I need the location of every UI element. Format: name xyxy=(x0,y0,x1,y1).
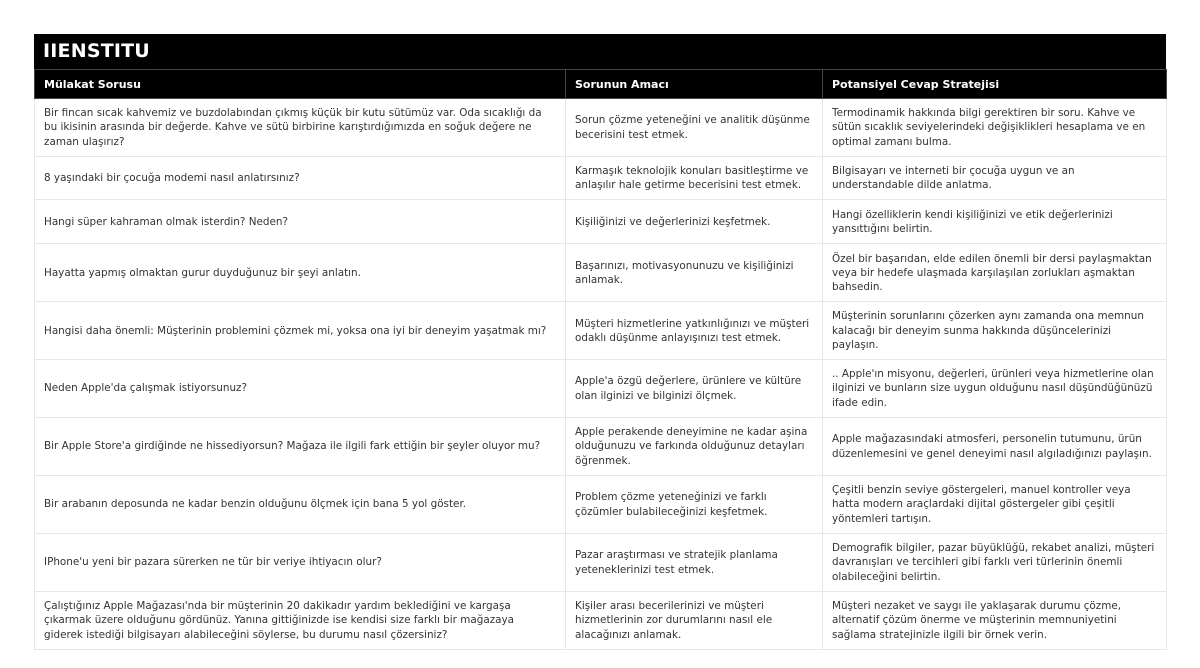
table-row xyxy=(35,244,1167,302)
cell-question: Neden Apple'da çalışmak istiyorsunuz? xyxy=(35,360,566,418)
table-row xyxy=(35,534,1167,592)
cell-strategy: Özel bir başarıdan, elde edilen önemli bir dersi paylaşmaktan veya bir hedefe ulaşmada karşılaşılan zorlukları aşmaktan bahsedin. xyxy=(823,244,1167,302)
cell-strategy: Hangi özelliklerin kendi kişiliğinizi ve etik değerlerinizi yansıttığını belirtin. xyxy=(823,200,1167,244)
cell-question: IPhone'u yeni bir pazara sürerken ne tür bir veriye ihtiyacın olur? xyxy=(35,534,566,592)
cell-question: Hangisi daha önemli: Müşterinin problemini çözmek mi, yoksa ona iyi bir deneyim yaşatmak mı? xyxy=(35,302,566,360)
cell-question: 8 yaşındaki bir çocuğa modemi nasıl anlatırsınız? xyxy=(35,157,566,200)
table-row xyxy=(35,200,1167,244)
table-row xyxy=(35,302,1167,360)
cell-question: Bir Apple Store'a girdiğinde ne hissediyorsun? Mağaza ile ilgili fark ettiğin bir şeyler oluyor mu? xyxy=(35,418,566,476)
cell-purpose: Apple perakende deneyimine ne kadar aşina olduğunuzu ve farkında olduğunuz detayları öğrenmek. xyxy=(566,418,823,476)
cell-strategy: Müşterinin sorunlarını çözerken aynı zamanda ona memnun kalacağı bir deneyim sunma hakkında düşüncelerinizi paylaşın. xyxy=(823,302,1167,360)
table-header-row xyxy=(35,70,1167,99)
cell-purpose: Kişiler arası becerilerinizi ve müşteri hizmetlerinin zor durumlarını nasıl ele alacağınızı anlamak. xyxy=(566,592,823,650)
cell-purpose: Sorun çözme yeteneğini ve analitik düşünme becerisini test etmek. xyxy=(566,99,823,157)
cell-strategy: Apple mağazasındaki atmosferi, personelin tutumunu, ürün düzenlemesini ve genel deneyimi nasıl algıladığınızı paylaşın. xyxy=(823,418,1167,476)
header-purpose: Sorunun Amacı xyxy=(566,70,823,99)
table-row xyxy=(35,360,1167,418)
header-strategy: Potansiyel Cevap Stratejisi xyxy=(823,70,1167,99)
interview-table-card xyxy=(34,34,1166,650)
table-row xyxy=(35,157,1167,200)
cell-purpose: Problem çözme yeteneğinizi ve farklı çözümler bulabileceğinizi keşfetmek. xyxy=(566,476,823,534)
header-question: Mülakat Sorusu xyxy=(35,70,566,99)
cell-question: Bir fincan sıcak kahvemiz ve buzdolabından çıkmış küçük bir kutu sütümüz var. Oda sıcaklığı da bu ikisinin arasında bir değerde. Kahve ve sütü birbirine karıştırdığımızda en soğuk değere ne zaman ulaşırız? xyxy=(35,99,566,157)
interview-table xyxy=(34,69,1167,650)
cell-strategy: Bilgisayarı ve interneti bir çocuğa uygun ve an understandable dilde anlatma. xyxy=(823,157,1167,200)
cell-purpose: Karmaşık teknolojik konuları basitleştirme ve anlaşılır hale getirme becerisini test etmek. xyxy=(566,157,823,200)
cell-purpose: Apple'a özgü değerlere, ürünlere ve kültüre olan ilginizi ve bilginizi ölçmek. xyxy=(566,360,823,418)
cell-purpose: Pazar araştırması ve stratejik planlama yeteneklerinizi test etmek. xyxy=(566,534,823,592)
cell-strategy: Müşteri nezaket ve saygı ile yaklaşarak durumu çözme, alternatif çözüm önerme ve müşterinin memnuniyetini sağlama stratejinizle ilgili bir örnek verin. xyxy=(823,592,1167,650)
cell-strategy: Demografik bilgiler, pazar büyüklüğü, rekabet analizi, müşteri davranışları ve tercihleri gibi farklı veri türlerinin önemli olabileceğini belirtin. xyxy=(823,534,1167,592)
brand-title: IIENSTITU xyxy=(34,34,1166,69)
cell-question: Çalıştığınız Apple Mağazası'nda bir müşterinin 20 dakikadır yardım beklediğini ve kargaşa çıkarmak üzere olduğunu gördünüz. Yanına gittiğinizde ise kendisi size farklı bir mağazaya giderek istediği bilgisayarı alabileceğini söylerse, bu durumu nasıl çözersiniz? xyxy=(35,592,566,650)
table-row xyxy=(35,99,1167,157)
cell-strategy: Termodinamik hakkında bilgi gerektiren bir soru. Kahve ve sütün sıcaklık seviyelerindeki değişiklikleri hesaplama ve en optimal zamanı bulma. xyxy=(823,99,1167,157)
cell-question: Bir arabanın deposunda ne kadar benzin olduğunu ölçmek için bana 5 yol göster. xyxy=(35,476,566,534)
cell-question: Hangi süper kahraman olmak isterdin? Neden? xyxy=(35,200,566,244)
cell-purpose: Kişiliğinizi ve değerlerinizi keşfetmek. xyxy=(566,200,823,244)
cell-purpose: Müşteri hizmetlerine yatkınlığınızı ve müşteri odaklı düşünme anlayışınızı test etmek. xyxy=(566,302,823,360)
cell-strategy: .. Apple'ın misyonu, değerleri, ürünleri veya hizmetlerine olan ilginizi ve bunların size uygun olduğunu nasıl düşündüğünüzü ifade edin. xyxy=(823,360,1167,418)
table-row xyxy=(35,476,1167,534)
table-row xyxy=(35,592,1167,650)
cell-strategy: Çeşitli benzin seviye göstergeleri, manuel kontroller veya hatta modern araçlardaki dijital göstergeler gibi çeşitli yöntemleri tartışın. xyxy=(823,476,1167,534)
cell-question: Hayatta yapmış olmaktan gurur duyduğunuz bir şeyi anlatın. xyxy=(35,244,566,302)
cell-purpose: Başarınızı, motivasyonunuzu ve kişiliğinizi anlamak. xyxy=(566,244,823,302)
table-row xyxy=(35,418,1167,476)
